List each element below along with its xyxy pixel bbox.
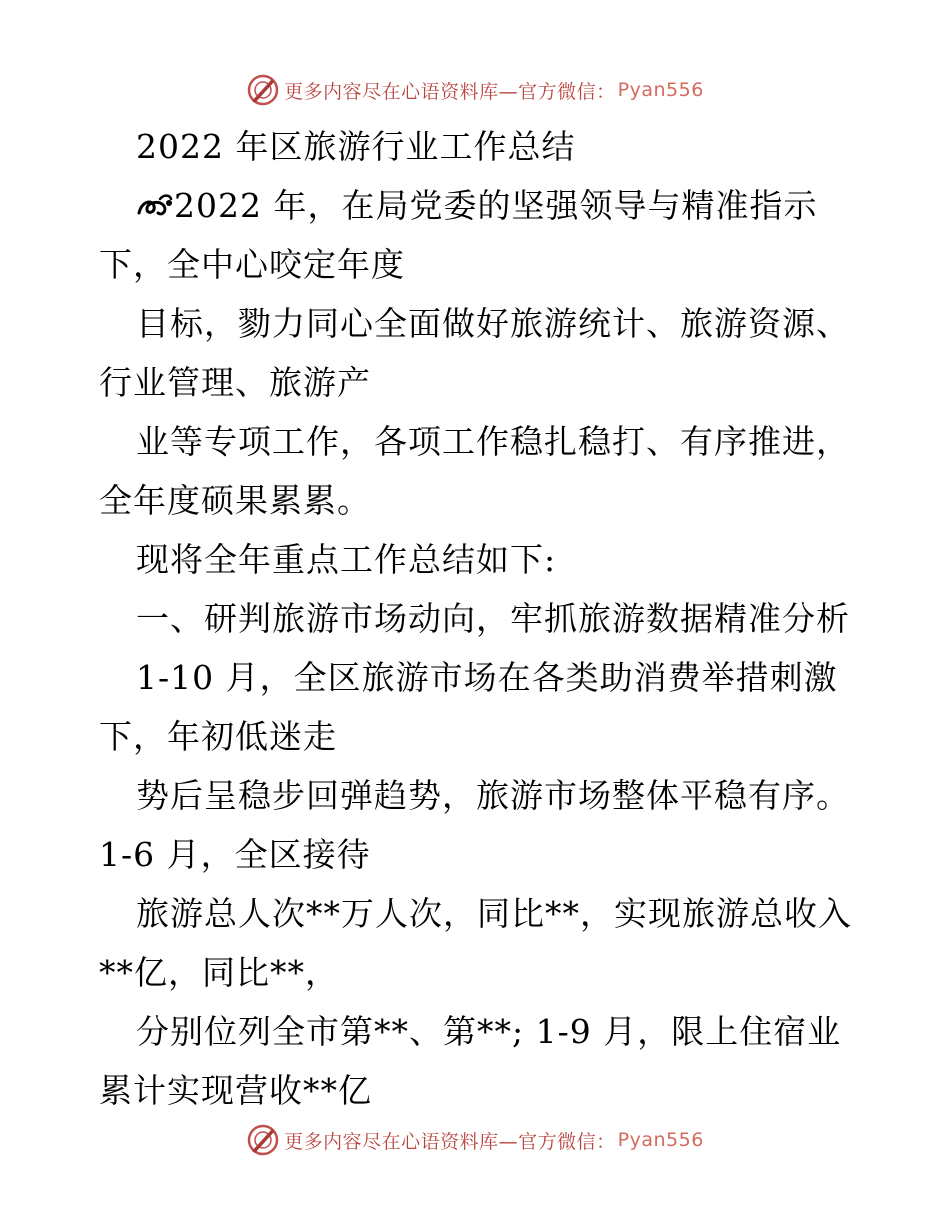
document-title: 2022 年区旅游行业工作总结 (136, 127, 576, 166)
paragraph-line: 累计实现营收**亿 (99, 1071, 372, 1110)
paragraph-line: 目标，勠力同心全面做好旅游统计、旅游资源、 (136, 304, 850, 343)
paragraph-line: 业等专项工作，各项工作稳扎稳打、有序推进， (136, 422, 850, 461)
watermark-handle: Pyan556 (617, 79, 704, 101)
quill-logo-icon (246, 73, 280, 107)
header-watermark (0, 72, 950, 108)
paragraph-line: 下，全中心咬定年度 (99, 245, 405, 284)
watermark-handle: Pyan556 (617, 1129, 704, 1151)
paragraph-line: 2022 年，在局党委的坚强领导与精准指示 (136, 186, 817, 226)
paragraph-line: 现将全年重点工作总结如下: (136, 540, 557, 579)
paragraph-line: 行业管理、旅游产 (99, 363, 371, 402)
paragraph-line: **亿，同比**， (99, 953, 339, 992)
paragraph-line: 1-6 月，全区接待 (99, 835, 371, 874)
paragraph-line: 1-10 月，全区旅游市场在各类助消费举措刺激 (136, 658, 838, 697)
watermark-text: 更多内容尽在心语资料库—官方微信： (284, 80, 616, 103)
paragraph-line: 分别位列全市第**、第**; 1-9 月，限上住宿业 (136, 1012, 842, 1051)
paragraph-line: 旅游总人次**万人次，同比**，实现旅游总收入 (136, 894, 852, 933)
paragraph-line: 下，年初低迷走 (99, 717, 337, 756)
quill-logo-icon (246, 1123, 280, 1157)
paragraph-line: 势后呈稳步回弹趋势，旅游市场整体平稳有序。 (136, 776, 850, 815)
section-heading: 一、研判旅游市场动向，牢抓旅游数据精准分析 (136, 599, 850, 638)
footer-watermark (0, 1122, 950, 1158)
watermark-text: 更多内容尽在心语资料库—官方微信： (284, 1130, 616, 1153)
paragraph-line: 全年度硕果累累。 (99, 481, 371, 520)
swirl-ornament-icon (136, 191, 174, 221)
